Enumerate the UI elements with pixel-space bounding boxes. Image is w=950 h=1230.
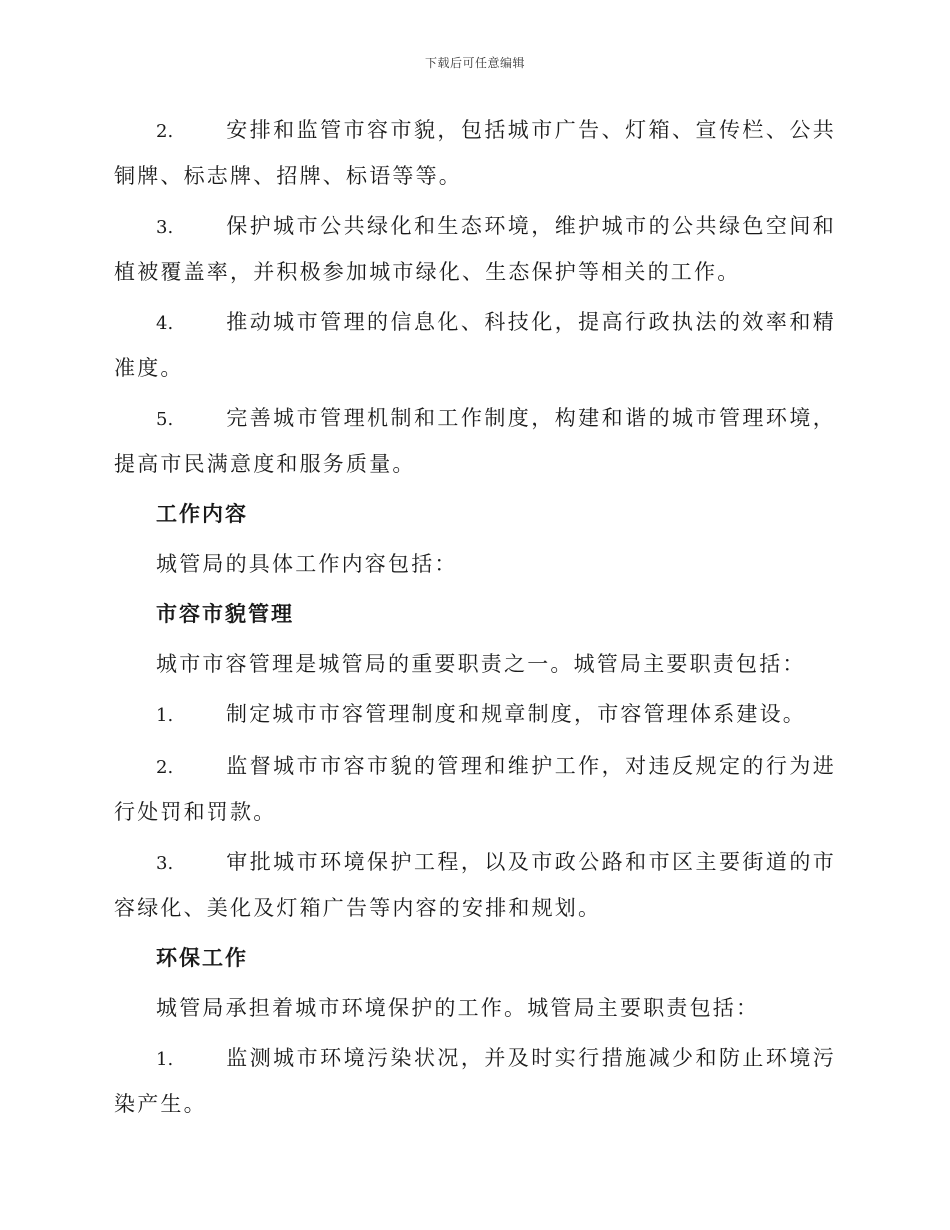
paragraph: 城管局的具体工作内容包括： (156, 552, 458, 576)
paragraph: 城管局承担着城市环境保护的工作。城管局主要职责包括： (156, 996, 760, 1020)
list-item-number: 1. (156, 1049, 174, 1070)
section-heading: 环保工作 (156, 946, 248, 970)
list-item (114, 204, 836, 294)
list-item-text: 完善城市管理机制和工作制度，构建和谐的城市管理环境，提高市民满意度和服务质量。 (114, 406, 836, 476)
list-item (114, 108, 836, 198)
document-body (114, 108, 836, 1132)
list-item-text: 监督城市市容市貌的管理和维护工作，对违反规定的行为进行处罚和罚款。 (114, 754, 836, 824)
list-item-text: 制定城市市容管理制度和规章制度，市容管理体系建设。 (226, 702, 806, 726)
list-item (114, 840, 836, 930)
list-item (114, 300, 836, 390)
list-item-text: 保护城市公共绿化和生态环境，维护城市的公共绿色空间和植被覆盖率，并积极参加城市绿化、生态保护等相关的工作。 (114, 214, 836, 284)
list-item-number: 3. (156, 217, 174, 238)
section-heading: 工作内容 (156, 502, 248, 526)
list-item-text: 监测城市环境污染状况，并及时实行措施减少和防止环境污染产生。 (114, 1046, 836, 1116)
list-item-number: 2. (156, 757, 174, 778)
page-header: 下载后可任意编辑 (424, 56, 525, 70)
list-item-number: 4. (156, 313, 174, 334)
paragraph: 城市市容管理是城管局的重要职责之一。城管局主要职责包括： (156, 652, 806, 676)
list-item (114, 1036, 836, 1126)
list-item (114, 744, 836, 834)
list-item-text: 推动城市管理的信息化、科技化，提高行政执法的效率和精准度。 (114, 310, 836, 380)
list-item-number: 1. (156, 705, 174, 726)
list-item-number: 3. (156, 853, 174, 874)
list-item-number: 5. (156, 409, 174, 430)
list-item-text: 审批城市环境保护工程，以及市政公路和市区主要街道的市容绿化、美化及灯箱广告等内容的安排和规划。 (114, 850, 836, 920)
section-heading: 市容市貌管理 (156, 602, 294, 626)
list-item-text: 安排和监管市容市貌，包括城市广告、灯箱、宣传栏、公共铜牌、标志牌、招牌、标语等等。 (114, 118, 836, 188)
list-item (114, 692, 836, 738)
list-item (114, 396, 836, 486)
list-item-number: 2. (156, 121, 174, 142)
